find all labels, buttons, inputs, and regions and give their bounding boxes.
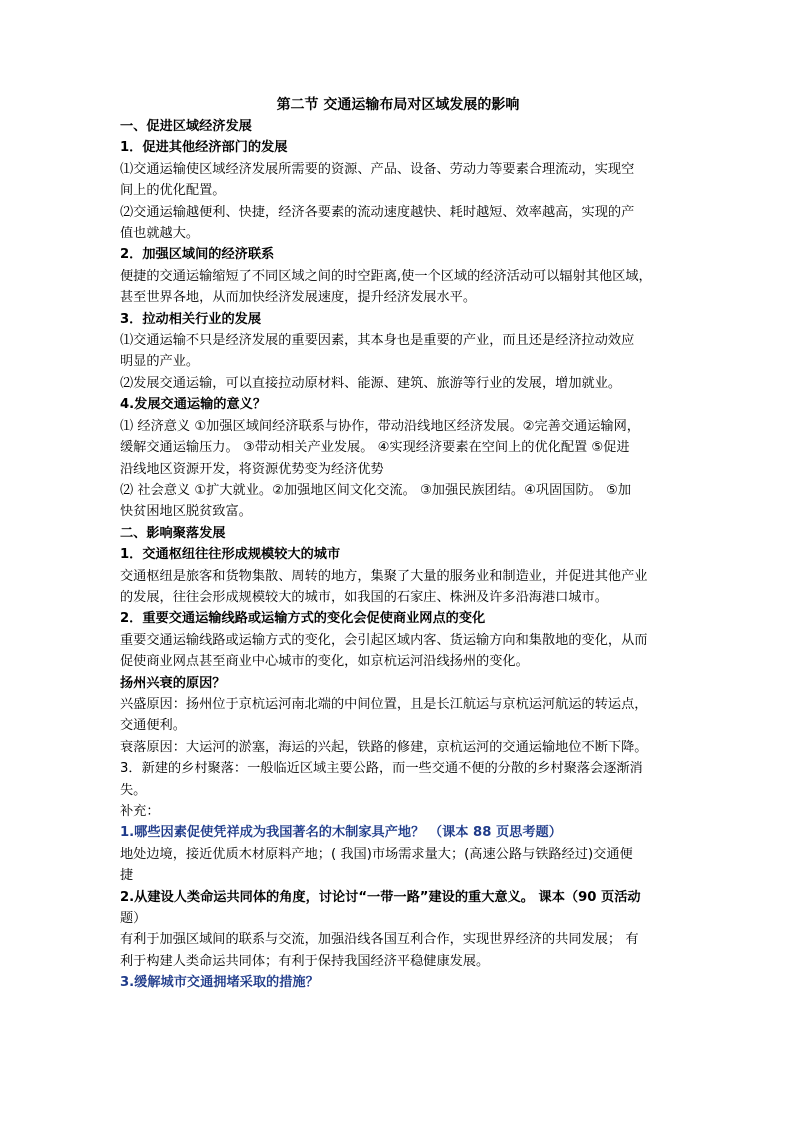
text-line: ⑵交通运输越便利、快捷，经济各要素的流动速度越快、耗时越短、效率越高，实现的产 <box>120 204 635 220</box>
text-line: 利于构建人类命运共同体；有利于保持我国经济平稳健康发展。 <box>120 953 490 969</box>
text-line: 沿线地区资源开发，将资源优势变为经济优势 <box>120 461 384 477</box>
section-heading: 二、影响聚落发展 <box>120 525 226 541</box>
text-line: 交通便利。 <box>120 718 186 734</box>
text-line: 甚至世界各地，从而加快经济发展速度，提升经济发展水平。 <box>120 290 477 306</box>
subsection-heading: 3．拉动相关行业的发展 <box>120 311 262 327</box>
text-line: 有利于加强区域间的联系与交流，加强沿线各国互利合作，实现世界经济的共同发展； 有 <box>120 932 639 948</box>
subsection-heading: 1．促进其他经济部门的发展 <box>120 140 288 156</box>
text-line: ⑵ 社会意义 ①扩大就业。②加强地区间文化交流。 ③加强民族团结。④巩固国防。 ⑤加 <box>120 482 632 498</box>
text-line: 便捷的交通运输缩短了不同区域之间的时空距离,使一个区域的经济活动可以辐射其他区域， <box>120 268 652 284</box>
subsection-heading: 2．重要交通运输线路或运输方式的变化会促使商业网点的变化 <box>120 611 486 627</box>
text-line: ⑴交通运输不只是经济发展的重要因素，其本身也是重要的产业，而且还是经济拉动效应 <box>120 333 635 349</box>
text-line: 捷 <box>120 868 134 884</box>
text-line: ⑴ 经济意义 ①加强区域间经济联系与协作，带动沿线地区经济发展。②完善交通运输网， <box>120 418 640 434</box>
text-line: 交通枢纽是旅客和货物集散、周转的地方，集聚了大量的服务业和制造业，并促进其他产业 <box>120 568 648 584</box>
text-line: 的发展，往往会形成规模较大的城市，如我国的石家庄、株洲及许多沿海港口城市。 <box>120 589 608 605</box>
text-line: 衰落原因：大运河的淤塞，海运的兴起，铁路的修建，京杭运河的交通运输地位不断下降。 <box>120 739 648 755</box>
text-line: 重要交通运输线路或运输方式的变化，会引起区域内客、货运输方向和集散地的变化，从而 <box>120 632 648 648</box>
question-heading: 1.哪些因素促使凭祥成为我国著名的木制家具产地？ （课本 88 页思考题） <box>120 825 562 841</box>
section-heading: 一、促进区域经济发展 <box>120 119 252 134</box>
text-line: ⑴交通运输使区域经济发展所需要的资源、产品、设备、劳动力等要素合理流动，实现空 <box>120 161 635 177</box>
document-page <box>120 94 676 994</box>
text-line: ⑵发展交通运输，可以直接拉动原材料、能源、建筑、旅游等行业的发展，增加就业。 <box>120 375 622 391</box>
subsection-heading: 2．加强区域间的经济联系 <box>120 247 275 263</box>
text-line: 补充： <box>120 804 160 819</box>
question-heading: 3.缓解城市交通拥堵采取的措施？ <box>120 975 319 991</box>
text-line: 明显的产业。 <box>120 354 200 370</box>
text-line: 间上的优化配置。 <box>120 183 226 199</box>
text-line: 地处边境，接近优质木材原料产地；( 我国)市场需求量大；(高速公路与铁路经过)交通便 <box>120 846 633 862</box>
text-line: 促使商业网点甚至商业中心城市的变化，如京杭运河沿线扬州的变化。 <box>120 654 529 670</box>
text-line: 值也就越大。 <box>120 226 200 242</box>
question-heading: 4.发展交通运输的意义？ <box>120 397 267 413</box>
text-line: 快贫困地区脱贫致富。 <box>120 504 252 520</box>
text-line: 失。 <box>120 782 147 798</box>
text-line: 3．新建的乡村聚落：一般临近区域主要公路，而一些交通不便的分散的乡村聚落会逐渐消 <box>120 761 643 777</box>
page-title: 第二节 交通运输布局对区域发展的影响 <box>276 97 520 113</box>
question-heading: 扬州兴衰的原因？ <box>120 675 226 691</box>
subsection-heading: 1．交通枢纽往往形成规模较大的城市 <box>120 547 341 563</box>
text-line: 兴盛原因：扬州位于京杭运河南北端的中间位置，且是长江航运与京杭运河航运的转运点， <box>120 696 648 712</box>
question-heading: 2.从建设人类命运共同体的角度，讨论讨“一带一路”建设的重大意义。 课本（90 页活动 <box>120 889 641 905</box>
text-line: 缓解交通运输压力。 ③带动相关产业发展。 ④实现经济要素在空间上的优化配置 ⑤促进 <box>120 440 630 456</box>
text-line: 题） <box>120 911 147 927</box>
